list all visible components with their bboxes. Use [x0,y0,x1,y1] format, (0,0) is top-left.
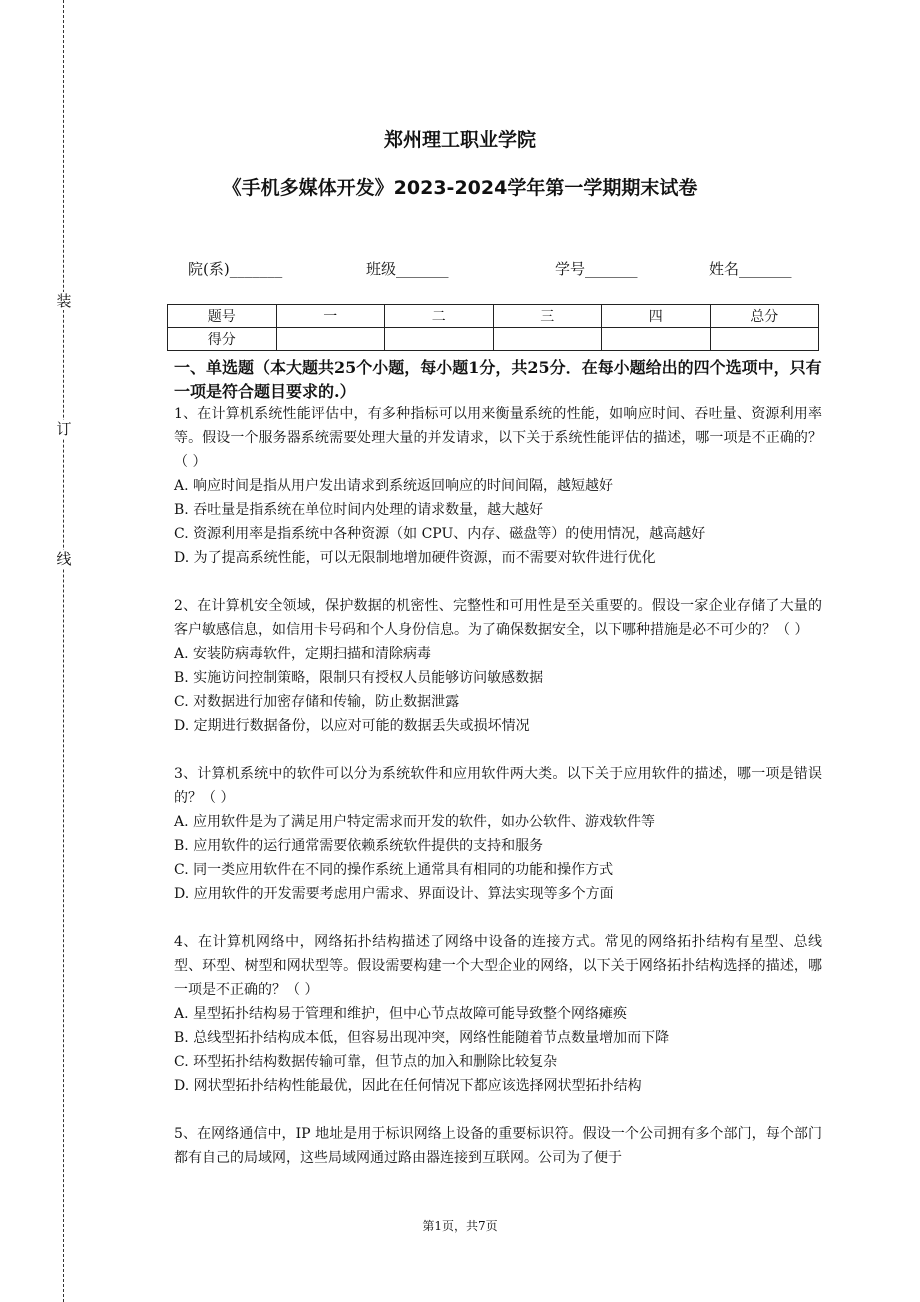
option-c: C. 对数据进行加密存储和传输，防止数据泄露 [174,694,460,710]
score-table [167,304,819,351]
score-cell [602,328,711,351]
option-d: D. 为了提高系统性能，可以无限制地增加硬件资源，而不需要对软件进行优化 [174,550,656,566]
score-row-label: 得分 [168,328,277,351]
option-d: D. 应用软件的开发需要考虑用户需求、界面设计、算法实现等多个方面 [174,886,614,902]
option-c: C. 环型拓扑结构数据传输可靠，但节点的加入和删除比较复杂 [174,1054,558,1070]
question-item [174,1122,822,1170]
score-header-cell: 三 [493,305,602,328]
page-footer: 第1页，共7页 [422,1219,498,1233]
department-field: 院(系)_______ [188,260,283,278]
class-field: 班级_______ [366,260,449,278]
option-d: D. 定期进行数据备份，以应对可能的数据丢失或损坏情况 [174,718,530,734]
exam-title: 《手机多媒体开发》2023-2024学年第一学期期末试卷 [222,177,698,199]
option-d: D. 网状型拓扑结构性能最优，因此在任何情况下都应该选择网状型拓扑结构 [174,1078,642,1094]
score-cell [385,328,494,351]
option-b: B. 吞吐量是指系统在单位时间内处理的请求数量，越大越好 [174,502,544,518]
score-header-cell: 二 [385,305,494,328]
score-header-cell: 一 [276,305,385,328]
question-stem: 1、在计算机系统性能评估中，有多种指标可以用来衡量系统的性能，如响应时间、吞吐量、资源利用率等。假设一个服务器系统需要处理大量的并发请求，以下关于系统性能评估的描述，哪一项是不正确的？（ ） [174,406,822,470]
score-table-header-row [168,305,819,328]
student-id-field: 学号_______ [555,260,638,278]
question-item [174,930,822,1098]
option-a: A. 应用软件是为了满足用户特定需求而开发的软件，如办公软件、游戏软件等 [174,814,656,830]
question-item [174,594,822,738]
option-a: A. 响应时间是指从用户发出请求到系统返回响应的时间间隔，越短越好 [174,478,614,494]
score-cell [276,328,385,351]
question-stem: 2、在计算机安全领域，保护数据的机密性、完整性和可用性是至关重要的。假设一家企业存储了大量的客户敏感信息，如信用卡号码和个人身份信息。为了确保数据安全，以下哪种措施是必不可少的？（ ） [174,598,822,638]
question-stem: 5、在网络通信中，IP 地址是用于标识网络上设备的重要标识符。假设一个公司拥有多个部门，每个部门都有自己的局域网，这些局域网通过路由器连接到互联网。公司为了便于 [174,1126,822,1166]
binding-char-zhuang: 装 [56,292,72,310]
question-item [174,402,822,570]
score-cell [493,328,602,351]
school-name: 郑州理工职业学院 [383,129,536,151]
binding-char-ding: 订 [56,420,72,438]
question-list [174,402,822,1170]
question-item [174,762,822,906]
score-header-cell: 四 [602,305,711,328]
score-header-cell: 总分 [710,305,819,328]
score-header-cell: 题号 [168,305,277,328]
option-b: B. 实施访问控制策略，限制只有授权人员能够访问敏感数据 [174,670,544,686]
section-title: 一、单选题（本大题共25个小题，每小题1分，共25分．在每小题给出的四个选项中，只有一项是符合题目要求的.） [174,358,822,401]
option-a: A. 星型拓扑结构易于管理和维护，但中心节点故障可能导致整个网络瘫痪 [174,1006,628,1022]
score-cell [710,328,819,351]
option-c: C. 资源利用率是指系统中各种资源（如 CPU、内存、磁盘等）的使用情况，越高越好 [174,526,706,542]
option-a: A. 安装防病毒软件，定期扫描和清除病毒 [174,646,432,662]
score-table-score-row [168,328,819,351]
binding-char-xian: 线 [56,550,72,568]
name-field: 姓名_______ [709,260,792,278]
option-b: B. 应用软件的运行通常需要依赖系统软件提供的支持和服务 [174,838,544,854]
option-c: C. 同一类应用软件在不同的操作系统上通常具有相同的功能和操作方式 [174,862,614,878]
question-stem: 3、计算机系统中的软件可以分为系统软件和应用软件两大类。以下关于应用软件的描述，哪一项是错误的？（ ） [174,766,822,806]
question-stem: 4、在计算机网络中，网络拓扑结构描述了网络中设备的连接方式。常见的网络拓扑结构有星型、总线型、环型、树型和网状型等。假设需要构建一个大型企业的网络，以下关于网络拓扑结构选择的描述，哪一项是不正确的？（ ） [174,934,822,998]
option-b: B. 总线型拓扑结构成本低，但容易出现冲突，网络性能随着节点数量增加而下降 [174,1030,670,1046]
